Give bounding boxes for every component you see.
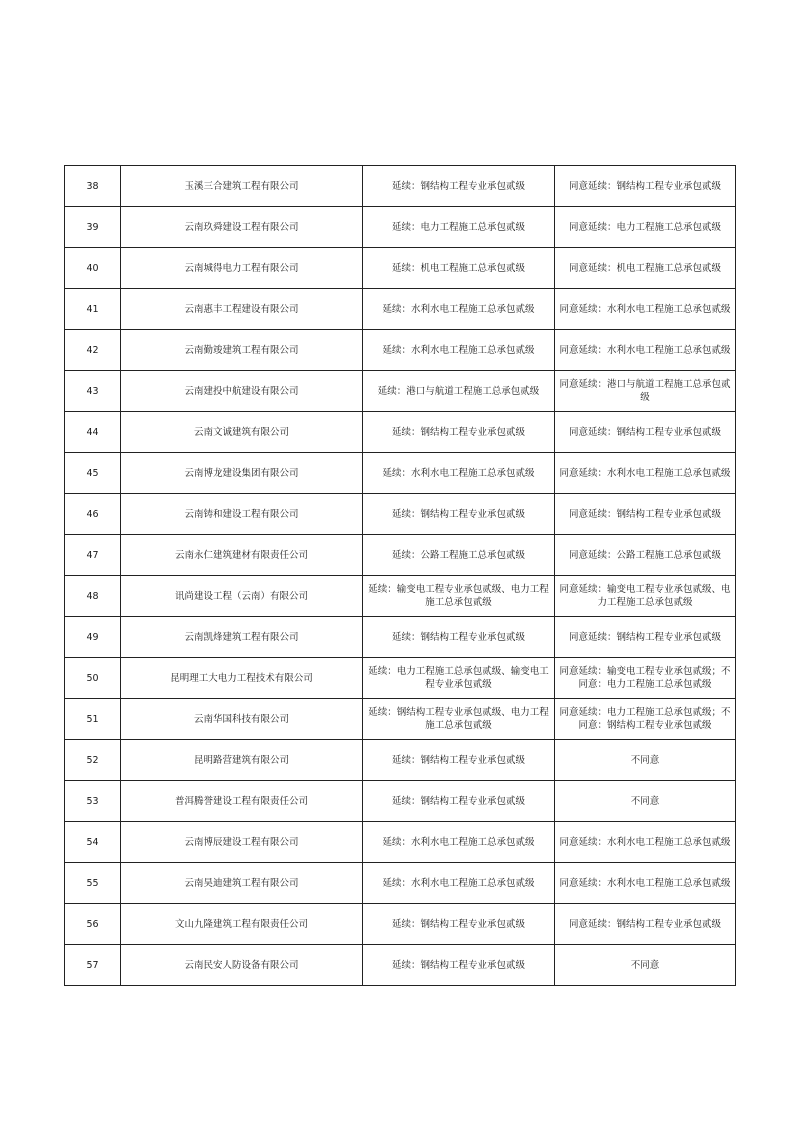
table-row <box>65 166 736 207</box>
review-result: 同意延续：输变电工程专业承包贰级；不同意：电力工程施工总承包贰级 <box>555 658 736 699</box>
review-result: 同意延续：水利水电工程施工总承包贰级 <box>555 330 736 371</box>
row-number: 49 <box>65 617 121 658</box>
row-number: 38 <box>65 166 121 207</box>
application-item: 延续：电力工程施工总承包贰级、输变电工程专业承包贰级 <box>363 658 555 699</box>
table-row <box>65 658 736 699</box>
review-result: 同意延续：钢结构工程专业承包贰级 <box>555 904 736 945</box>
review-result: 同意延续：水利水电工程施工总承包贰级 <box>555 453 736 494</box>
application-item: 延续：港口与航道工程施工总承包贰级 <box>363 371 555 412</box>
row-number: 51 <box>65 699 121 740</box>
company-name: 昆明路营建筑有限公司 <box>121 740 363 781</box>
table-row <box>65 248 736 289</box>
company-name: 昆明理工大电力工程技术有限公司 <box>121 658 363 699</box>
application-item: 延续：水利水电工程施工总承包贰级 <box>363 289 555 330</box>
company-name: 普洱腾誉建设工程有限责任公司 <box>121 781 363 822</box>
application-item: 延续：钢结构工程专业承包贰级、电力工程施工总承包贰级 <box>363 699 555 740</box>
application-item: 延续：电力工程施工总承包贰级 <box>363 207 555 248</box>
row-number: 44 <box>65 412 121 453</box>
review-result: 同意延续：水利水电工程施工总承包贰级 <box>555 822 736 863</box>
row-number: 53 <box>65 781 121 822</box>
row-number: 57 <box>65 945 121 986</box>
application-item: 延续：机电工程施工总承包贰级 <box>363 248 555 289</box>
review-result: 同意延续：钢结构工程专业承包贰级 <box>555 494 736 535</box>
review-result: 同意延续：水利水电工程施工总承包贰级 <box>555 289 736 330</box>
application-item: 延续：公路工程施工总承包贰级 <box>363 535 555 576</box>
application-item: 延续：水利水电工程施工总承包贰级 <box>363 453 555 494</box>
application-item: 延续：钢结构工程专业承包贰级 <box>363 166 555 207</box>
table-row <box>65 289 736 330</box>
company-name: 云南建投中航建设有限公司 <box>121 371 363 412</box>
table-row <box>65 535 736 576</box>
application-item: 延续：钢结构工程专业承包贰级 <box>363 781 555 822</box>
review-result: 同意延续：钢结构工程专业承包贰级 <box>555 412 736 453</box>
company-name: 云南城得电力工程有限公司 <box>121 248 363 289</box>
table-body <box>65 166 736 986</box>
row-number: 54 <box>65 822 121 863</box>
table-row <box>65 371 736 412</box>
company-name: 云南文诚建筑有限公司 <box>121 412 363 453</box>
row-number: 40 <box>65 248 121 289</box>
table-row <box>65 576 736 617</box>
review-result: 同意延续：输变电工程专业承包贰级、电力工程施工总承包贰级 <box>555 576 736 617</box>
company-name: 云南铸和建设工程有限公司 <box>121 494 363 535</box>
company-name: 云南昊迪建筑工程有限公司 <box>121 863 363 904</box>
company-name: 玉溪三合建筑工程有限公司 <box>121 166 363 207</box>
company-name: 云南华国科技有限公司 <box>121 699 363 740</box>
approval-table <box>64 165 736 986</box>
row-number: 39 <box>65 207 121 248</box>
company-name: 云南永仁建筑建材有限责任公司 <box>121 535 363 576</box>
application-item: 延续：水利水电工程施工总承包贰级 <box>363 822 555 863</box>
table-row <box>65 781 736 822</box>
review-result: 同意延续：港口与航道工程施工总承包贰级 <box>555 371 736 412</box>
row-number: 56 <box>65 904 121 945</box>
company-name: 讯尚建设工程（云南）有限公司 <box>121 576 363 617</box>
review-result: 同意延续：电力工程施工总承包贰级；不同意：钢结构工程专业承包贰级 <box>555 699 736 740</box>
row-number: 41 <box>65 289 121 330</box>
application-item: 延续：钢结构工程专业承包贰级 <box>363 904 555 945</box>
company-name: 云南勤竣建筑工程有限公司 <box>121 330 363 371</box>
review-result: 同意延续：公路工程施工总承包贰级 <box>555 535 736 576</box>
table-row <box>65 494 736 535</box>
table-row <box>65 740 736 781</box>
application-item: 延续：钢结构工程专业承包贰级 <box>363 412 555 453</box>
row-number: 46 <box>65 494 121 535</box>
row-number: 52 <box>65 740 121 781</box>
table-row <box>65 699 736 740</box>
table-row <box>65 863 736 904</box>
table-row <box>65 207 736 248</box>
review-result: 同意延续：机电工程施工总承包贰级 <box>555 248 736 289</box>
table-row <box>65 617 736 658</box>
table-row <box>65 453 736 494</box>
application-item: 延续：水利水电工程施工总承包贰级 <box>363 330 555 371</box>
application-item: 延续：钢结构工程专业承包贰级 <box>363 740 555 781</box>
application-item: 延续：输变电工程专业承包贰级、电力工程施工总承包贰级 <box>363 576 555 617</box>
application-item: 延续：钢结构工程专业承包贰级 <box>363 494 555 535</box>
row-number: 45 <box>65 453 121 494</box>
table-row <box>65 904 736 945</box>
table-row <box>65 330 736 371</box>
row-number: 43 <box>65 371 121 412</box>
row-number: 55 <box>65 863 121 904</box>
company-name: 云南惠丰工程建设有限公司 <box>121 289 363 330</box>
row-number: 47 <box>65 535 121 576</box>
company-name: 云南博龙建设集团有限公司 <box>121 453 363 494</box>
application-item: 延续：钢结构工程专业承包贰级 <box>363 617 555 658</box>
table-row <box>65 412 736 453</box>
review-result: 同意延续：钢结构工程专业承包贰级 <box>555 166 736 207</box>
application-item: 延续：水利水电工程施工总承包贰级 <box>363 863 555 904</box>
company-name: 云南博辰建设工程有限公司 <box>121 822 363 863</box>
row-number: 48 <box>65 576 121 617</box>
review-result: 不同意 <box>555 740 736 781</box>
company-name: 云南民安人防设备有限公司 <box>121 945 363 986</box>
review-result: 同意延续：水利水电工程施工总承包贰级 <box>555 863 736 904</box>
company-name: 文山九隆建筑工程有限责任公司 <box>121 904 363 945</box>
table-row <box>65 945 736 986</box>
row-number: 50 <box>65 658 121 699</box>
review-result: 不同意 <box>555 781 736 822</box>
table-row <box>65 822 736 863</box>
review-result: 不同意 <box>555 945 736 986</box>
review-result: 同意延续：电力工程施工总承包贰级 <box>555 207 736 248</box>
company-name: 云南玖舜建设工程有限公司 <box>121 207 363 248</box>
application-item: 延续：钢结构工程专业承包贰级 <box>363 945 555 986</box>
company-name: 云南凯烽建筑工程有限公司 <box>121 617 363 658</box>
row-number: 42 <box>65 330 121 371</box>
review-result: 同意延续：钢结构工程专业承包贰级 <box>555 617 736 658</box>
